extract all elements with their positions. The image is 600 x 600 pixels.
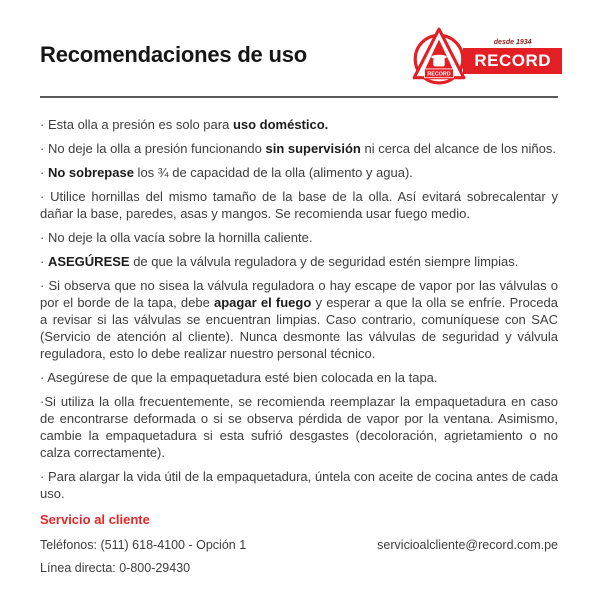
recommendations-list: [40, 116, 558, 509]
customer-service-heading: Servicio al cliente: [40, 512, 150, 527]
recommendation-item: [40, 253, 558, 270]
recommendation-text: · Para alargar la vida útil de la empaquetadura, úntela con aceite de cocina antes de cada uso.: [40, 469, 558, 501]
direct-line: Línea directa: 0-800-29430: [40, 561, 191, 575]
recommendation-text: · Asegúrese de que la empaquetadura esté bien colocada en la tapa.: [40, 370, 438, 385]
recommendation-text: · No deje la olla vacía sobre la hornilla caliente.: [40, 230, 313, 245]
phones-line: Teléfonos: (511) 618-4100 - Opción 1: [40, 538, 247, 552]
recommendation-item: [40, 188, 558, 222]
record-wordmark: RECORD: [463, 48, 562, 74]
contact-phones-column: [40, 538, 246, 584]
recommendation-text: ·: [40, 165, 48, 180]
recommendation-text-bold: ASEGÚRESE: [47, 254, 130, 269]
recommendation-text: los ¾ de capacidad de la olla (alimento y agua).: [133, 165, 413, 180]
recommendation-text-bold: sin supervisión: [265, 141, 361, 156]
recommendation-text-bold: No sobrepase: [47, 165, 134, 180]
recommendation-text: de que la válvula reguladora y de seguridad estén siempre limpias.: [129, 254, 519, 269]
recommendation-item: [40, 277, 558, 362]
recommendation-item: [40, 468, 558, 502]
recommendation-text: y esperar a que la olla se enfríe. Proceda a revisar si las válvulas se encuentran limpias. Caso contrario, comuníquese con SAC (Servicio de atención al cliente). Nunca desmonte las válvulas de seguridad y válvula reguladora, esto lo debe realizar nuestro personal técnico.: [40, 295, 558, 361]
recommendation-text: · Si observa que no sisea la válvula reguladora o hay escape de vapor por las válvulas o por el borde de la tapa, debe: [40, 278, 558, 310]
recommendation-text: · No deje la olla a presión funcionando: [40, 141, 266, 156]
recommendation-item: [40, 393, 558, 461]
recommendation-text: ·: [40, 254, 48, 269]
recommendation-item: [40, 229, 558, 246]
recommendation-item: [40, 369, 558, 386]
record-logo: [410, 26, 562, 86]
recommendation-text-bold: uso doméstico.: [232, 117, 329, 132]
record-emblem-icon: [410, 26, 468, 86]
page-title: Recomendaciones de uso: [40, 42, 308, 67]
recommendation-text: ni cerca del alcance de los niños.: [360, 141, 556, 156]
emblem-banner-label: RECORD: [427, 71, 451, 78]
recommendation-text-bold: apagar el fuego: [214, 295, 312, 310]
recommendation-text: · Esta olla a presión es solo para: [40, 117, 233, 132]
recommendation-text: · Utilice hornillas del mismo tamaño de la base de la olla. Así evitará sobrecalentar y dañar la base, paredes, asas y mangos. Se recomienda usar fuego medio.: [40, 189, 558, 221]
recommendation-item: [40, 116, 558, 133]
recommendation-item: [40, 140, 558, 157]
recommendation-text: ·Si utiliza la olla frecuentemente, se recomienda reemplazar la empaquetadura en caso de encontrarse deformada o si se observa pérdida de vapor por la ventana. Asimismo, cambie la empaquetadura si esta sufrió desgastes (decoloración, agrietamiento o no calza correctamente).: [40, 394, 558, 460]
contact-email-column: [377, 538, 558, 561]
recommendation-item: [40, 164, 558, 181]
header-divider: [40, 96, 558, 98]
customer-service-section: [40, 512, 558, 584]
email-address: servicioalcliente@record.com.pe: [377, 538, 558, 552]
logo-wordmark-block: [463, 39, 562, 74]
logo-tagline: desde 1934: [493, 38, 532, 46]
